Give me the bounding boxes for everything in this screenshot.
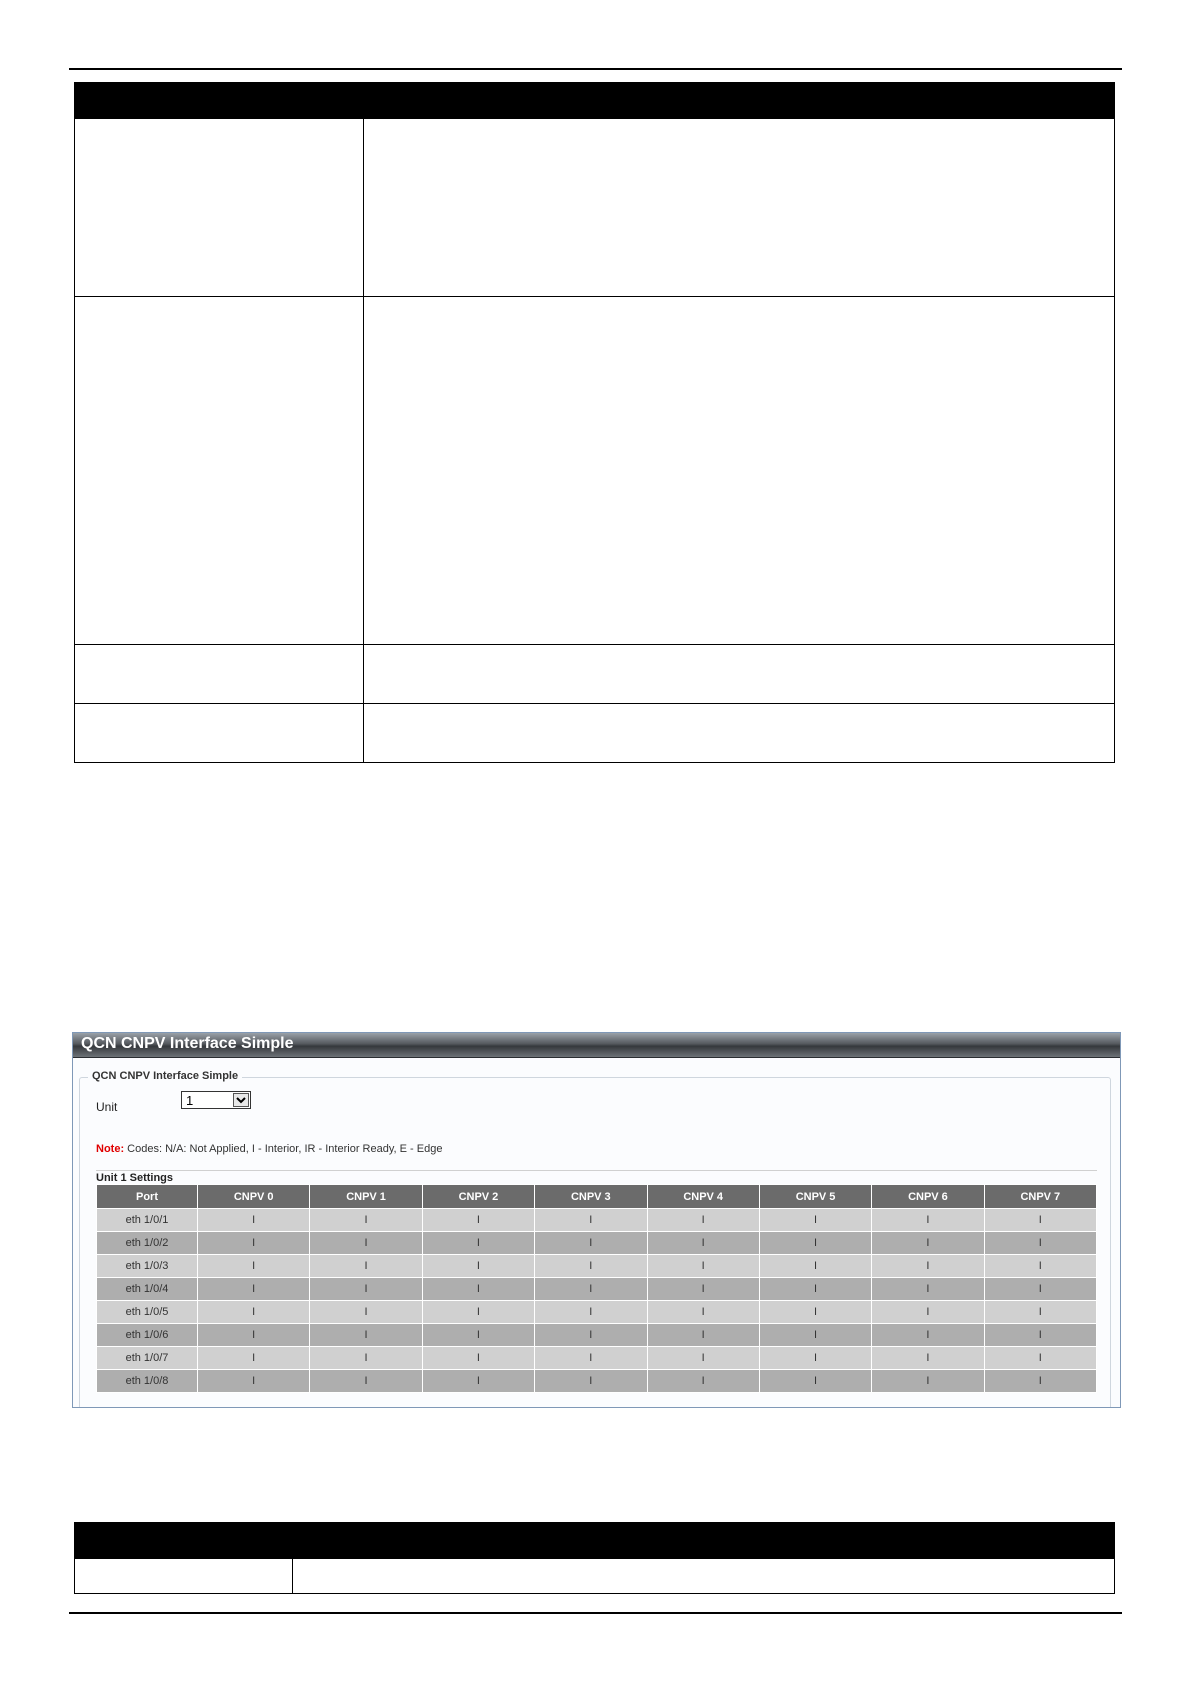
cnpv-cell: I — [535, 1324, 647, 1347]
cnpv-cell: I — [872, 1347, 984, 1370]
grid-column-header: Port — [97, 1185, 198, 1209]
cnpv-cell: I — [198, 1232, 310, 1255]
cnpv-cell: I — [984, 1255, 1096, 1278]
port-cell: eth 1/0/7 — [97, 1347, 198, 1370]
cnpv-cell: I — [984, 1370, 1096, 1393]
cnpv-cell: I — [535, 1255, 647, 1278]
port-cell: eth 1/0/1 — [97, 1209, 198, 1232]
table-row — [75, 1559, 1115, 1594]
cnpv-cell: I — [647, 1278, 759, 1301]
grid-column-header: CNPV 7 — [984, 1185, 1096, 1209]
cnpv-cell: I — [198, 1370, 310, 1393]
panel-title: QCN CNPV Interface Simple — [73, 1033, 1120, 1058]
table-row — [97, 1232, 1097, 1255]
cnpv-cell: I — [647, 1209, 759, 1232]
cnpv-cell: I — [647, 1255, 759, 1278]
cnpv-cell: I — [310, 1301, 422, 1324]
cnpv-cell: I — [872, 1209, 984, 1232]
cnpv-cell: I — [647, 1347, 759, 1370]
cnpv-cell: I — [984, 1324, 1096, 1347]
cnpv-cell: I — [872, 1232, 984, 1255]
table-row — [97, 1370, 1097, 1393]
table-header-cell — [75, 83, 364, 119]
cnpv-cell: I — [422, 1347, 534, 1370]
grid-column-header: CNPV 1 — [310, 1185, 422, 1209]
cnpv-cell: I — [984, 1209, 1096, 1232]
table-cell — [364, 645, 1115, 704]
table-header-cell — [364, 83, 1115, 119]
table-header-row — [75, 83, 1115, 119]
cnpv-cell: I — [872, 1324, 984, 1347]
table-row — [97, 1324, 1097, 1347]
cnpv-grid — [96, 1184, 1097, 1393]
table-header-row — [75, 1523, 1115, 1559]
table-row — [97, 1278, 1097, 1301]
cnpv-cell: I — [984, 1278, 1096, 1301]
grid-column-header: CNPV 0 — [198, 1185, 310, 1209]
cnpv-cell: I — [759, 1324, 871, 1347]
cnpv-cell: I — [310, 1324, 422, 1347]
table-row — [97, 1209, 1097, 1232]
cnpv-cell: I — [422, 1278, 534, 1301]
grid-column-header: CNPV 6 — [872, 1185, 984, 1209]
cnpv-cell: I — [647, 1324, 759, 1347]
cnpv-cell: I — [984, 1301, 1096, 1324]
parameter-table-top — [74, 82, 1115, 763]
unit-select-value: 1 — [186, 1093, 194, 1108]
parameter-table-bottom — [74, 1522, 1115, 1594]
cnpv-cell: I — [872, 1278, 984, 1301]
cnpv-cell: I — [535, 1232, 647, 1255]
table-row — [75, 704, 1115, 763]
cnpv-cell: I — [422, 1209, 534, 1232]
cnpv-cell: I — [647, 1232, 759, 1255]
cnpv-cell: I — [984, 1347, 1096, 1370]
fieldset-legend: QCN CNPV Interface Simple — [88, 1070, 242, 1082]
grid-column-header: CNPV 2 — [422, 1185, 534, 1209]
cnpv-cell: I — [310, 1255, 422, 1278]
cnpv-cell: I — [535, 1370, 647, 1393]
cnpv-cell: I — [647, 1370, 759, 1393]
cnpv-cell: I — [759, 1255, 871, 1278]
port-cell: eth 1/0/8 — [97, 1370, 198, 1393]
port-cell: eth 1/0/5 — [97, 1301, 198, 1324]
cnpv-cell: I — [198, 1278, 310, 1301]
cnpv-cell: I — [310, 1370, 422, 1393]
cnpv-cell: I — [647, 1301, 759, 1324]
qcn-cnpv-panel — [72, 1032, 1121, 1408]
cnpv-cell: I — [422, 1255, 534, 1278]
cnpv-cell: I — [422, 1370, 534, 1393]
table-row — [97, 1347, 1097, 1370]
codes-note — [96, 1143, 442, 1155]
cnpv-cell: I — [872, 1370, 984, 1393]
cnpv-cell: I — [310, 1347, 422, 1370]
cnpv-cell: I — [422, 1324, 534, 1347]
cnpv-cell: I — [198, 1255, 310, 1278]
cnpv-cell: I — [984, 1232, 1096, 1255]
table-cell — [75, 297, 364, 645]
unit-select[interactable] — [181, 1091, 251, 1109]
grid-column-header: CNPV 5 — [759, 1185, 871, 1209]
cnpv-cell: I — [872, 1255, 984, 1278]
cnpv-cell: I — [198, 1301, 310, 1324]
cnpv-cell: I — [535, 1347, 647, 1370]
table-cell — [293, 1559, 1115, 1594]
table-row — [75, 119, 1115, 297]
port-cell: eth 1/0/6 — [97, 1324, 198, 1347]
table-cell — [364, 297, 1115, 645]
port-cell: eth 1/0/3 — [97, 1255, 198, 1278]
top-rule — [69, 68, 1122, 70]
note-text: Codes: N/A: Not Applied, I - Interior, IR - Interior Ready, E - Edge — [124, 1143, 443, 1155]
bottom-rule — [69, 1612, 1122, 1614]
cnpv-cell: I — [535, 1278, 647, 1301]
table-cell — [75, 645, 364, 704]
table-row — [97, 1301, 1097, 1324]
table-row — [75, 645, 1115, 704]
unit-label: Unit — [96, 1100, 118, 1114]
table-cell — [75, 1559, 293, 1594]
table-cell — [75, 704, 364, 763]
cnpv-cell: I — [422, 1301, 534, 1324]
table-header-cell — [293, 1523, 1115, 1559]
cnpv-cell: I — [759, 1209, 871, 1232]
cnpv-cell: I — [198, 1209, 310, 1232]
cnpv-cell: I — [759, 1232, 871, 1255]
grid-column-header: CNPV 4 — [647, 1185, 759, 1209]
cnpv-cell: I — [198, 1347, 310, 1370]
table-row — [97, 1255, 1097, 1278]
table-cell — [75, 119, 364, 297]
cnpv-cell: I — [535, 1301, 647, 1324]
cnpv-cell: I — [872, 1301, 984, 1324]
cnpv-cell: I — [310, 1209, 422, 1232]
grid-header-row — [97, 1185, 1097, 1209]
table-cell — [364, 119, 1115, 297]
grid-column-header: CNPV 3 — [535, 1185, 647, 1209]
table-cell — [364, 704, 1115, 763]
cnpv-cell: I — [310, 1232, 422, 1255]
unit-settings-title: Unit 1 Settings — [96, 1170, 1097, 1185]
cnpv-cell: I — [198, 1324, 310, 1347]
cnpv-cell: I — [310, 1278, 422, 1301]
cnpv-cell: I — [535, 1209, 647, 1232]
cnpv-cell: I — [759, 1370, 871, 1393]
port-cell: eth 1/0/4 — [97, 1278, 198, 1301]
table-row — [75, 297, 1115, 645]
cnpv-cell: I — [759, 1301, 871, 1324]
port-cell: eth 1/0/2 — [97, 1232, 198, 1255]
chevron-down-icon[interactable] — [233, 1093, 249, 1107]
cnpv-cell: I — [759, 1347, 871, 1370]
cnpv-cell: I — [422, 1232, 534, 1255]
note-tag: Note: — [96, 1143, 125, 1155]
table-header-cell — [75, 1523, 293, 1559]
cnpv-cell: I — [759, 1278, 871, 1301]
